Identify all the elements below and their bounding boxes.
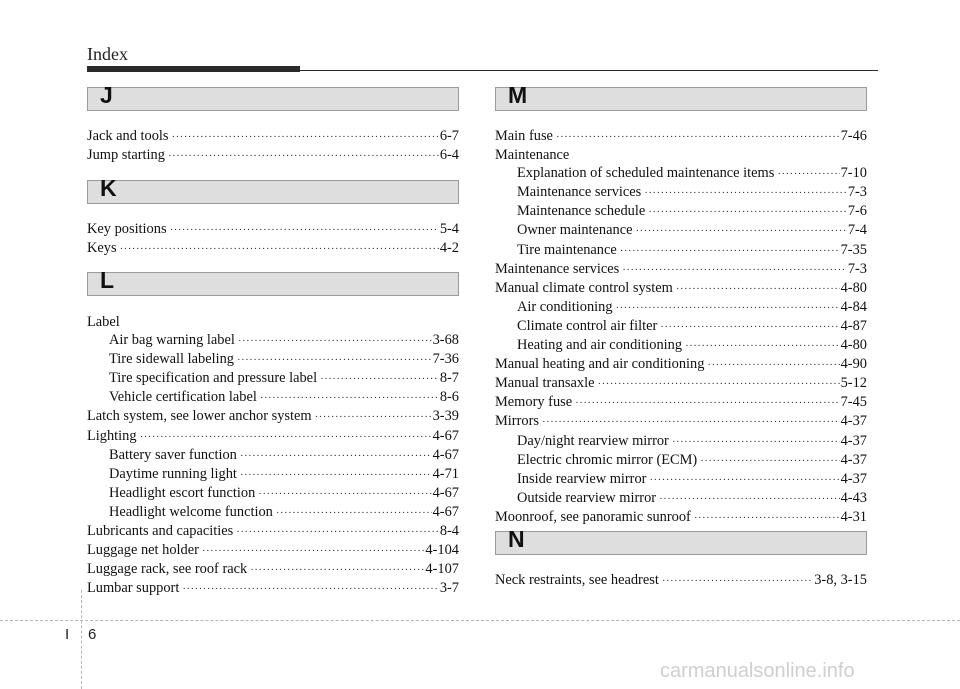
watermark-text: carmanualsonline.info: [660, 660, 855, 682]
index-entry: Manual climate control system ····· 4-80: [495, 279, 867, 298]
index-subentry: Day/night rearview mirror ····· 4-37: [495, 432, 867, 451]
section-m-entries: [495, 127, 867, 527]
index-entry: Key positions ····· 5-4: [87, 220, 459, 239]
index-heading: Label: [87, 314, 120, 330]
index-subentry: Tire specification and pressure label ····· 8-7: [87, 369, 459, 388]
index-entry: Mirrors ····· 4-37: [495, 412, 867, 431]
index-subentry: Maintenance services ····· 7-3: [495, 183, 867, 202]
index-entry: Latch system, see lower anchor system ····· 3-39: [87, 407, 459, 426]
index-subentry: Tire sidewall labeling ····· 7-36: [87, 350, 459, 369]
section-n-bar: [495, 526, 867, 555]
index-subentry: Air bag warning label ····· 3-68: [87, 331, 459, 350]
index-entry: Moonroof, see panoramic sunroof ····· 4-31: [495, 508, 867, 527]
index-entry: Lubricants and capacities ····· 8-4: [87, 522, 459, 541]
index-subentry: Battery saver function ····· 4-67: [87, 446, 459, 465]
index-subentry: Air conditioning ····· 4-84: [495, 298, 867, 317]
index-entry: Manual heating and air conditioning ····· 4-90: [495, 355, 867, 374]
section-j-entries: [87, 127, 459, 165]
section-l-entries: [87, 313, 459, 598]
section-k-entries: [87, 220, 459, 258]
index-heading: Maintenance: [495, 147, 570, 164]
index-subentry: Tire maintenance ····· 7-35: [495, 241, 867, 260]
page-header-title: Index: [87, 44, 128, 64]
footer-rule: [0, 620, 960, 621]
section-letter-l: L: [100, 267, 115, 293]
index-entry: Keys ····· 4-2: [87, 239, 459, 258]
section-k-bar: [87, 175, 459, 204]
index-entry: Main fuse ····· 7-46: [495, 127, 867, 146]
footer-page-number: 6: [88, 626, 97, 643]
section-letter-k: K: [100, 175, 117, 201]
section-l-bar: [87, 267, 459, 296]
header-rule-thin: [300, 70, 878, 71]
index-entry: Neck restraints, see headrest ····· 3-8, 3-15: [495, 571, 867, 590]
section-letter-m: M: [508, 82, 528, 108]
index-entry: Luggage rack, see roof rack ····· 4-107: [87, 560, 459, 579]
index-entry: Lighting ····· 4-67: [87, 427, 459, 446]
index-entry: Manual transaxle ····· 5-12: [495, 374, 867, 393]
index-entry: Maintenance services ····· 7-3: [495, 260, 867, 279]
index-entry: Jack and tools ····· 6-7: [87, 127, 459, 146]
footer-section-label: I: [65, 626, 70, 643]
index-subentry: Headlight welcome function ····· 4-67: [87, 503, 459, 522]
index-subentry: Owner maintenance ····· 7-4: [495, 221, 867, 240]
index-subentry: Explanation of scheduled maintenance items ····· 7-10: [495, 164, 867, 183]
index-subentry: Electric chromic mirror (ECM) ····· 4-37: [495, 451, 867, 470]
section-n-entries: [495, 571, 867, 590]
index-entry: Luggage net holder ····· 4-104: [87, 541, 459, 560]
footer-divider: [81, 590, 82, 689]
index-subentry: Outside rearview mirror ····· 4-43: [495, 489, 867, 508]
section-m-bar: [495, 82, 867, 111]
index-subentry: Headlight escort function ····· 4-67: [87, 484, 459, 503]
index-subentry: Climate control air filter ····· 4-87: [495, 317, 867, 336]
index-entry: Memory fuse ····· 7-45: [495, 393, 867, 412]
section-j-bar: [87, 82, 459, 111]
index-subentry: Maintenance schedule ····· 7-6: [495, 202, 867, 221]
index-subentry: Inside rearview mirror ····· 4-37: [495, 470, 867, 489]
index-entry: Lumbar support ····· 3-7: [87, 579, 459, 598]
index-entry: Jump starting ····· 6-4: [87, 146, 459, 165]
index-subentry: Heating and air conditioning ····· 4-80: [495, 336, 867, 355]
section-letter-n: N: [508, 526, 525, 552]
index-subentry: Daytime running light ····· 4-71: [87, 465, 459, 484]
index-subentry: Vehicle certification label ····· 8-6: [87, 388, 459, 407]
header-rule-thick: [87, 66, 300, 72]
section-letter-j: J: [100, 82, 113, 108]
